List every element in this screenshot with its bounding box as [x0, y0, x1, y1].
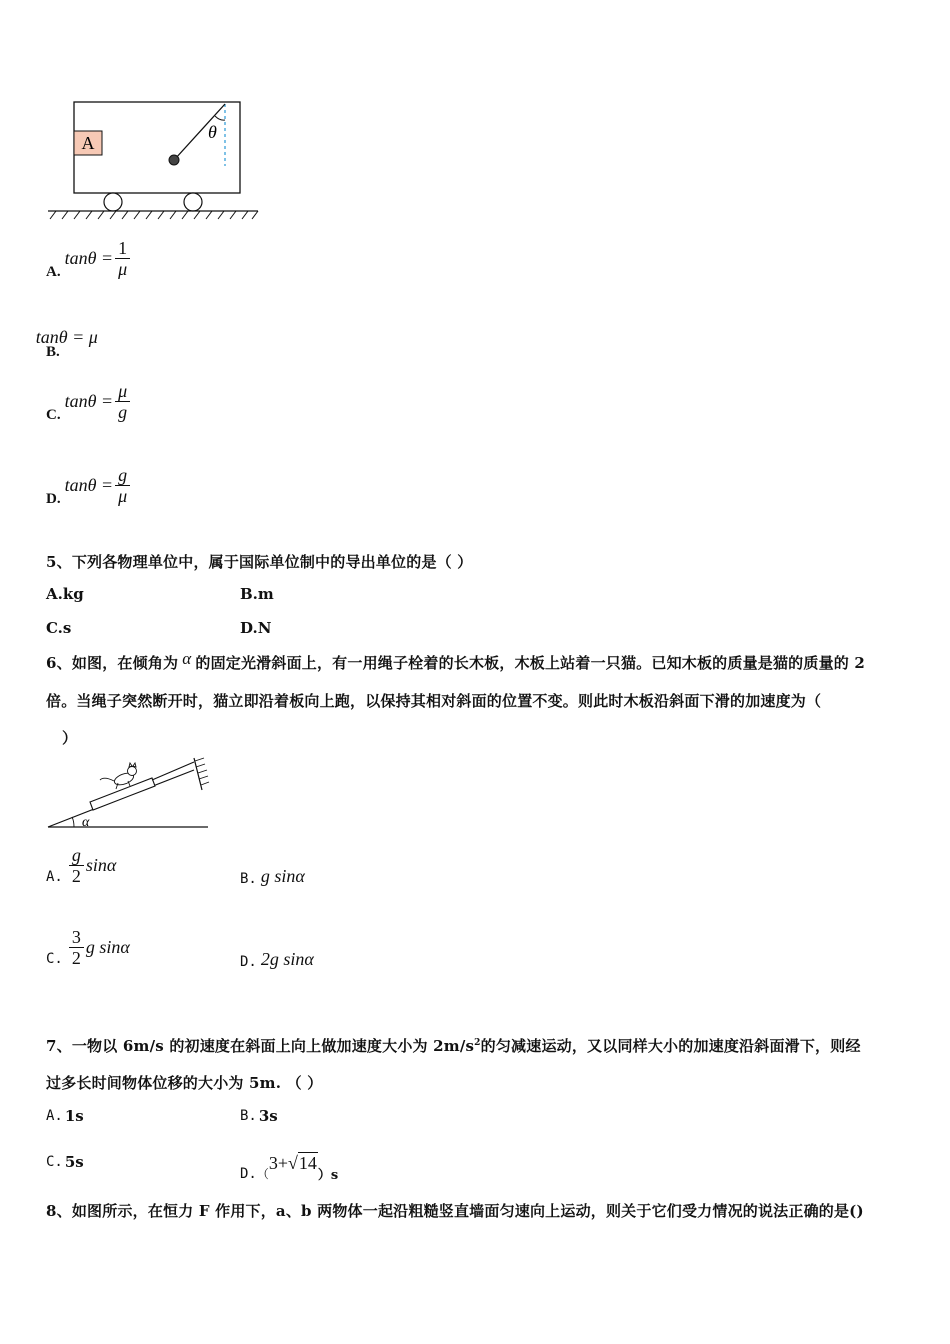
incline-cat-figure	[44, 756, 214, 836]
q7-stem-line1	[46, 1035, 861, 1056]
cat-icon	[100, 763, 137, 789]
option-math: 3+	[268, 1153, 289, 1173]
q6-option-a[interactable]	[46, 845, 116, 886]
option-value: 1s	[64, 1107, 84, 1125]
q6-stem-line1	[46, 649, 866, 673]
q6-stem-line3: ）	[62, 729, 78, 747]
fraction	[69, 845, 84, 886]
q4-option-d[interactable]	[46, 463, 132, 508]
fraction	[115, 238, 130, 279]
q6-option-b[interactable]	[240, 865, 305, 887]
wall	[194, 758, 202, 790]
q7-option-c[interactable]	[46, 1153, 84, 1171]
q6-stem-line2: 倍。当绳子突然断开时，猫立即沿着板向上跑，以保持其相对斜面的位置不变。则此时木板沿斜面下滑的加速度为（	[46, 692, 822, 710]
option-math: g sinα	[85, 937, 130, 957]
option-label: D.	[240, 954, 257, 970]
incline-angle-arc	[72, 817, 74, 827]
incline-angle-label: α	[82, 815, 90, 830]
fraction-num: g	[69, 845, 84, 866]
stem-text: 的匀减速运动，又以同样大小的加速度沿斜面滑下，则经	[480, 1037, 861, 1055]
fraction-den: μ	[118, 486, 128, 506]
q4-option-c[interactable]	[46, 379, 132, 424]
stem-text: 6、如图，在倾角为	[46, 654, 179, 672]
q7-option-b[interactable]	[240, 1107, 278, 1125]
fraction-den: 2	[71, 948, 81, 968]
option-label: A.	[46, 264, 61, 280]
angle-arc	[215, 116, 225, 120]
fraction-den: μ	[118, 259, 128, 279]
q7-option-a[interactable]	[46, 1107, 84, 1125]
stem-text: 的固定光滑斜面上，有一用绳子栓着的长木板，木板上站着一只猫。已知木板的质量是猫的质量的 2	[195, 654, 866, 672]
q5-option-a[interactable]: A.kg	[46, 585, 84, 603]
q4-option-a[interactable]	[46, 236, 132, 281]
option-label: D.	[240, 1165, 257, 1182]
superscript: 2	[474, 1038, 481, 1048]
fraction	[115, 465, 130, 506]
fraction-den: 2	[71, 866, 81, 886]
fraction-num: 3	[69, 927, 84, 948]
box-a-label: A	[81, 133, 95, 153]
option-math: tanθ =	[64, 391, 114, 411]
option-label: A.	[46, 1108, 63, 1124]
option-label: C.	[46, 407, 61, 423]
sqrt-radicand: 14	[298, 1153, 317, 1173]
option-label: D.	[46, 491, 61, 507]
alpha-symbol: α	[182, 649, 192, 668]
q5-option-c[interactable]: C.s	[46, 619, 72, 637]
q6-option-d[interactable]	[240, 948, 314, 970]
cart-pendulum-figure	[44, 96, 264, 226]
pendulum-string	[175, 104, 225, 159]
fraction-num: g	[115, 465, 130, 486]
option-math: 2g sinα	[260, 948, 314, 969]
fraction-den: g	[118, 402, 128, 422]
sqrt: √14	[288, 1153, 317, 1173]
option-math: tanθ = μ	[35, 327, 98, 347]
option-label: C.	[46, 1154, 63, 1170]
rope	[152, 762, 194, 780]
fraction-num: 1	[115, 238, 130, 259]
q6-option-c[interactable]	[46, 927, 130, 968]
option-label: C.	[46, 950, 63, 967]
option-label: B.	[240, 1108, 257, 1124]
option-value: 5s	[64, 1153, 84, 1171]
option-value: 3s	[258, 1107, 278, 1125]
option-math: tanθ =	[64, 248, 114, 268]
q5-stem: 5、下列各物理单位中，属于国际单位制中的导出单位的是（ ）	[46, 553, 473, 571]
option-math: g sinα	[260, 865, 305, 886]
option-math: sinα	[85, 855, 117, 875]
option-label: B.	[46, 344, 60, 360]
option-math: tanθ =	[64, 475, 114, 495]
option-label: A.	[46, 868, 63, 885]
wheel-left	[104, 193, 122, 211]
q7-stem-line2: 过多长时间物体位移的大小为 5m. （ ）	[46, 1074, 323, 1092]
q8-stem: 8、如图所示，在恒力 F 作用下，a、b 两物体一起沿粗糙竖直墙面匀速向上运动，则关于它们受力情况的说法正确的是()	[46, 1202, 864, 1220]
stem-text: 7、一物以 6m/s 的初速度在斜面上向上做加速度大小为 2m/s	[46, 1037, 475, 1055]
q5-option-b[interactable]: B.m	[240, 585, 274, 603]
wheel-right	[184, 193, 202, 211]
paren-close-unit: ）s	[317, 1168, 339, 1183]
angle-theta-label: θ	[208, 122, 217, 142]
q7-option-d[interactable]	[240, 1142, 338, 1183]
ground-hatching	[50, 211, 258, 219]
pendulum-bob	[169, 155, 179, 165]
fraction	[115, 381, 130, 422]
fraction	[69, 927, 84, 968]
fraction-num: μ	[115, 381, 130, 402]
q4-option-b[interactable]	[35, 318, 98, 361]
option-label: B.	[240, 871, 257, 887]
paren-open: （	[256, 1167, 269, 1181]
q5-option-d[interactable]: D.N	[240, 619, 272, 637]
